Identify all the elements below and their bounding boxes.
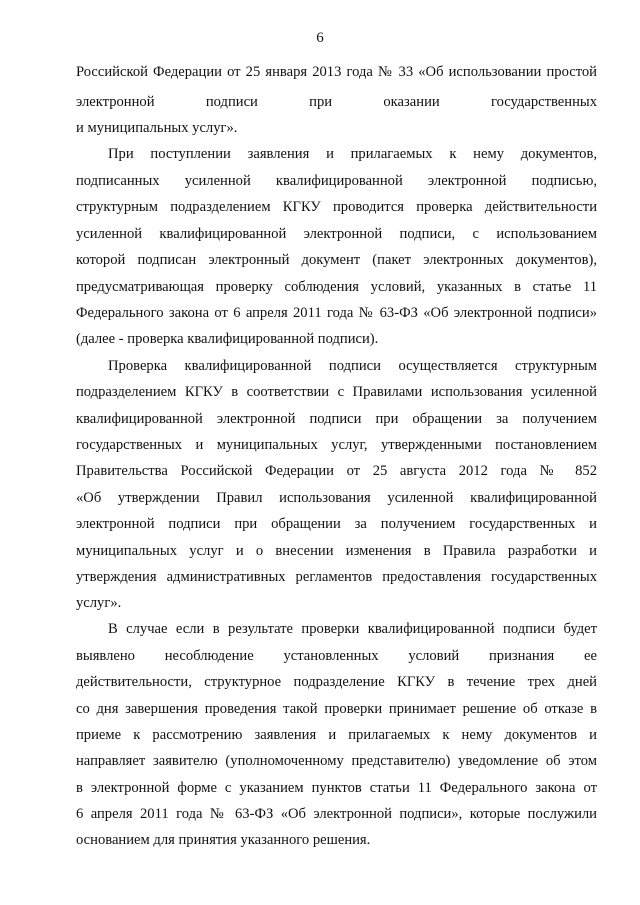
text-line: основанием для принятия указанного решения. [76, 832, 371, 848]
page-number: 6 [316, 30, 324, 46]
text-line: в электронной форме с указанием пунктов статьи 11 Федерального закона от [76, 780, 597, 796]
text-line: электронной подписи при обращении за получением государственных и [76, 516, 597, 532]
text-line: со дня завершения проведения такой проверки принимает решение об отказе в [76, 701, 597, 717]
text-line: В случае если в результате проверки квалифицированной подписи будет [108, 621, 597, 637]
text-line: услуг». [76, 595, 122, 611]
text-line: При поступлении заявления и прилагаемых к нему документов, [108, 146, 597, 162]
text-line: Правительства Российской Федерации от 25 августа 2012 года № 852 [76, 463, 597, 479]
text-line: 6 апреля 2011 года № 63-ФЗ «Об электронной подписи», которые послужили [76, 806, 597, 822]
text-line: направляет заявителю (уполномоченному представителю) уведомление об этом [76, 753, 597, 769]
text-line: предусматривающая проверку соблюдения условий, указанных в статье 11 [76, 279, 597, 295]
text-line: (далее - проверка квалифицированной подписи). [76, 331, 379, 347]
text-line: Федерального закона от 6 апреля 2011 года № 63-ФЗ «Об электронной подписи» [76, 305, 597, 321]
text-line: государственных и муниципальных услуг, утвержденными постановлением [76, 437, 597, 453]
text-line: квалифицированной электронной подписи при обращении за получением [76, 411, 597, 427]
text-line: «Об утверждении Правил использования усиленной квалифицированной [76, 490, 597, 506]
text-line: усиленной квалифицированной электронной подписи, с использованием [76, 226, 597, 242]
text-line: и муниципальных услуг». [76, 120, 238, 136]
text-line: приеме к рассмотрению заявления и прилагаемых к нему документов и [76, 727, 597, 743]
text-line: Проверка квалифицированной подписи осуществляется структурным [108, 358, 597, 374]
text-line: действительности, структурное подразделение КГКУ в течение трех дней [76, 674, 597, 690]
text-line: выявлено несоблюдение установленных условий признания ее [76, 648, 597, 664]
text-line: Российской Федерации от 25 января 2013 года № 33 «Об использовании простой [76, 64, 597, 80]
text-line: утверждения административных регламентов предоставления государственных [76, 569, 597, 585]
text-line: электронной подписи при оказании государственных [76, 94, 597, 110]
text-line: подписанных усиленной квалифицированной электронной подписью, [76, 173, 597, 189]
text-line: подразделением КГКУ в соответствии с Правилами использования усиленной [76, 384, 597, 400]
text-line: муниципальных услуг и о внесении изменения в Правила разработки и [76, 543, 597, 559]
text-line: структурным подразделением КГКУ проводится проверка действительности [76, 199, 597, 215]
text-line: которой подписан электронный документ (пакет электронных документов), [76, 252, 597, 268]
